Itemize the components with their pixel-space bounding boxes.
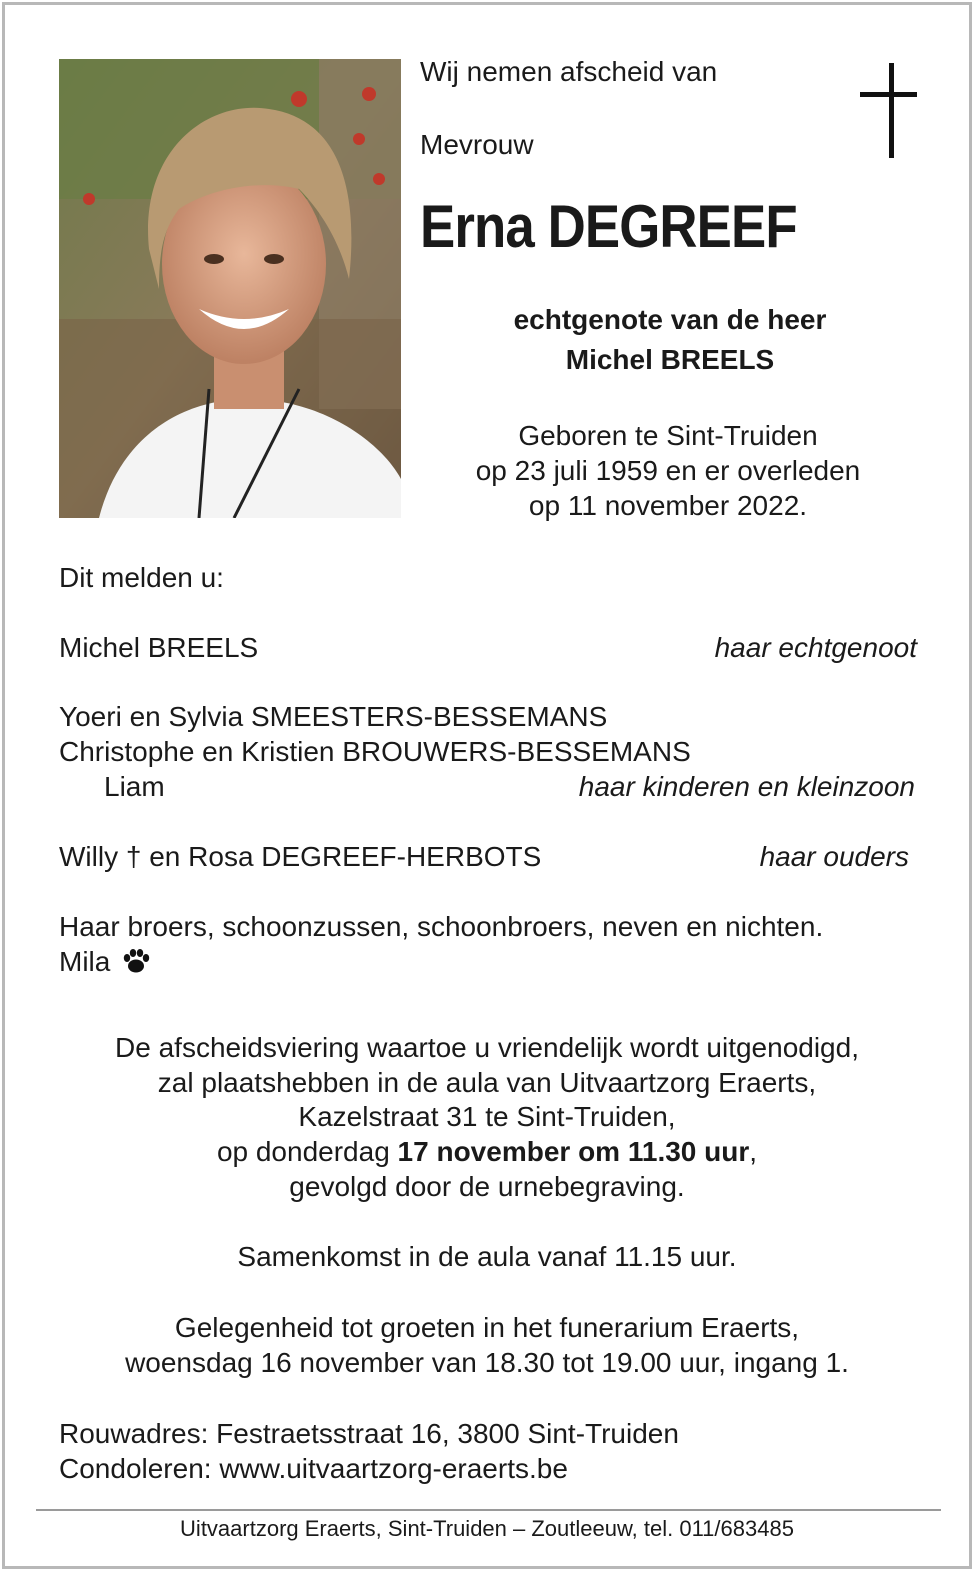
ceremony-date-time: 17 november om 11.30 uur [397, 1136, 750, 1167]
salutation: Mevrouw [420, 129, 534, 160]
footer-divider [36, 1509, 941, 1511]
birth-line-3: op 11 november 2022. [528, 490, 808, 521]
birth-line-1: Geboren te Sint-Truiden [518, 420, 818, 451]
children-line-1: Yoeri en Sylvia SMEESTERS-BESSEMANS [59, 701, 608, 732]
deceased-name: Erna DEGREEF [420, 193, 797, 260]
ceremony-line-5: gevolgd door de urnebegraving. [289, 1171, 685, 1202]
intro-text: Wij nemen afscheid van [420, 56, 718, 87]
grandchild-name: Liam [104, 771, 165, 802]
children-line-2: Christophe en Kristien BROUWERS-BESSEMANS [59, 736, 691, 767]
footer-text: Uitvaartzorg Eraerts, Sint-Truiden – Zoutleeuw, tel. 011/683485 [180, 1516, 794, 1541]
visitation-line-1: Gelegenheid tot groeten in het funerarium Eraerts, [174, 1312, 800, 1343]
parents-role: haar ouders [759, 841, 909, 872]
pet-name: Mila [59, 946, 111, 977]
condolences-link[interactable]: Condoleren: www.uitvaartzorg-eraerts.be [59, 1453, 568, 1484]
paw-icon [122, 948, 150, 974]
husband-name: Michel BREELS [59, 632, 259, 663]
other-relatives: Haar broers, schoonzussen, schoonbroers, neven en nichten. [59, 911, 824, 942]
ceremony-comma: , [749, 1136, 758, 1167]
birth-line-2: op 23 juli 1959 en er overleden [475, 455, 861, 486]
children-role: haar kinderen en kleinzoon [578, 771, 915, 802]
visitation-line-2: woensdag 16 november van 18.30 tot 19.00 uur, ingang 1. [125, 1347, 849, 1378]
mourning-address: Rouwadres: Festraetsstraat 16, 3800 Sint-Truiden [59, 1418, 679, 1449]
ceremony-day: op donderdag [216, 1136, 398, 1167]
ceremony-line-1: De afscheidsviering waartoe u vriendelijk wordt uitgenodigd, [115, 1032, 859, 1063]
pet-line [59, 944, 150, 979]
spouse-line-2: Michel BREELS [565, 344, 775, 375]
portrait-photo [59, 59, 401, 518]
ceremony-line-4 [0, 1134, 974, 1169]
gathering-text: Samenkomst in de aula vanaf 11.15 uur. [237, 1241, 737, 1272]
spouse-line-1: echtgenote van de heer [513, 304, 827, 335]
announce-text: Dit melden u: [59, 562, 224, 593]
parents-name: Willy † en Rosa DEGREEF-HERBOTS [59, 841, 542, 872]
husband-role: haar echtgenoot [714, 632, 917, 663]
ceremony-line-3: Kazelstraat 31 te Sint-Truiden, [298, 1101, 676, 1132]
ceremony-line-2: zal plaatshebben in de aula van Uitvaartzorg Eraerts, [157, 1067, 817, 1098]
